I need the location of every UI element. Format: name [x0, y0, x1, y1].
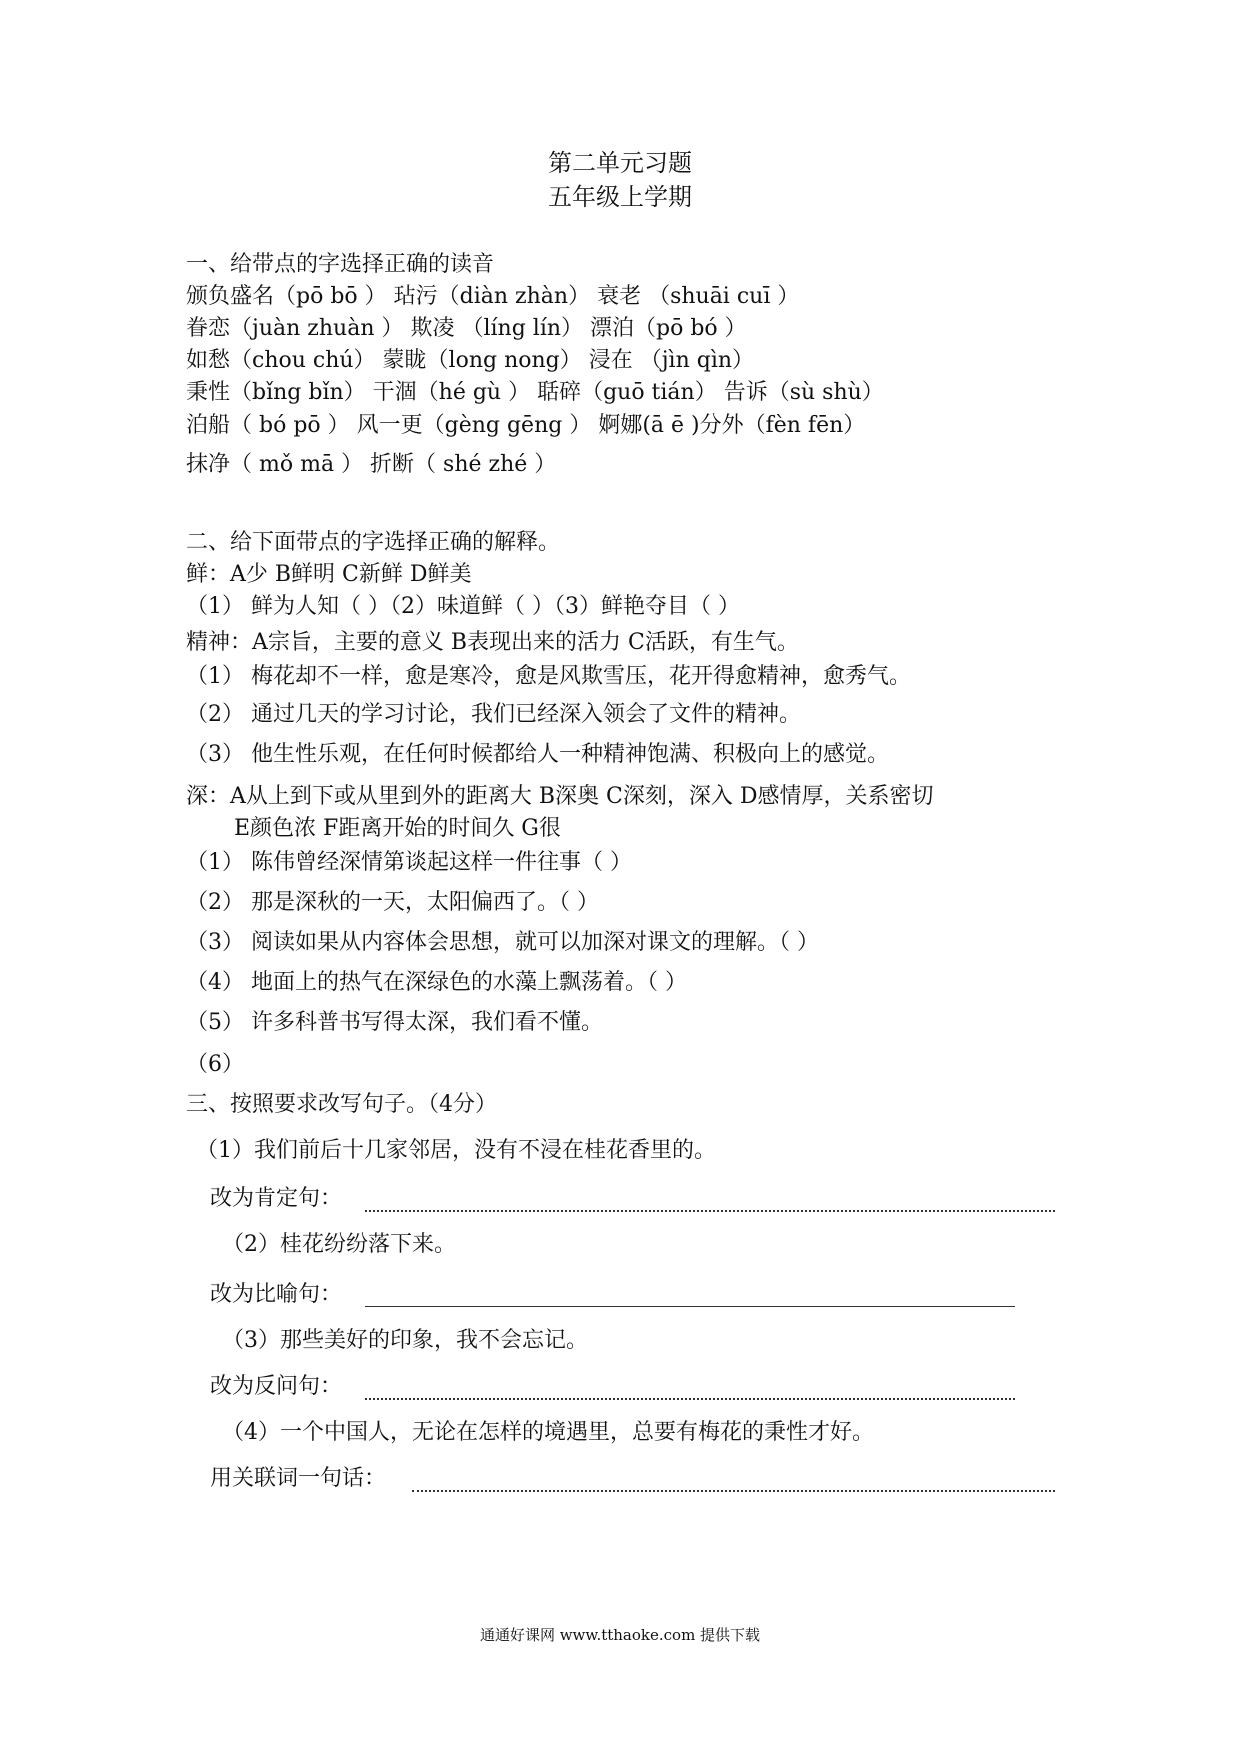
answer-blank[interactable] [365, 1210, 1055, 1212]
definition-line: 精神：A宗旨，主要的意义 B表现出来的活力 C活跃，有生气。 [186, 630, 799, 655]
rewrite-sentence: （1）我们前后十几家邻居，没有不浸在桂花香里的。 [196, 1138, 716, 1163]
definition-line: 深：A从上到下或从里到外的距离大 B深奥 C深刻，深入 D感情厚，关系密切 [186, 784, 934, 809]
definition-line: E颜色浓 F距离开始的时间久 G很 [234, 816, 561, 841]
section-2-heading: 二、给下面带点的字选择正确的解释。 [186, 530, 561, 555]
question-line: （5） 许多科普书写得太深，我们看不懂。 [186, 1010, 603, 1035]
pinyin-line: 泊船（ bó pō ） 风一更（gèng gēng ） 婀娜(ā ē )分外（fèn fēn） [186, 413, 866, 438]
section-3-heading: 三、按照要求改写句子。（4分） [186, 1092, 497, 1117]
rewrite-sentence: （4）一个中国人，无论在怎样的境遇里，总要有梅花的秉性才好。 [222, 1420, 874, 1445]
page-title: 第二单元习题 [548, 149, 692, 177]
pinyin-line: 秉性（bǐng bǐn） 干涸（hé gù ） 聒碎（guō tián） 告诉（sù shù） [186, 380, 884, 405]
rewrite-prompt: 改为反问句： [210, 1374, 343, 1399]
pinyin-line: 颁负盛名（pō bō ） 玷污（diàn zhàn） 衰老 （shuāi cuī ） [186, 284, 800, 309]
answer-blank[interactable] [412, 1490, 1055, 1492]
rewrite-sentence: （2）桂花纷纷落下来。 [222, 1232, 456, 1257]
pinyin-line: 眷恋（juàn zhuàn ） 欺凌 （líng lín） 漂泊（pō bó ） [186, 316, 747, 341]
answer-blank[interactable] [365, 1306, 1015, 1307]
question-line: （3） 阅读如果从内容体会思想，就可以加深对课文的理解。（ ） [186, 930, 819, 955]
question-line: （6） [186, 1052, 244, 1077]
definition-line: 鲜：A少 B鲜明 C新鲜 D鲜美 [186, 562, 472, 587]
answer-blank[interactable] [365, 1398, 1015, 1400]
question-line: （2） 通过几天的学习讨论，我们已经深入领会了文件的精神。 [186, 702, 801, 727]
pinyin-line: 抹净（ mǒ mā ） 折断（ shé zhé ） [186, 452, 557, 477]
rewrite-prompt: 改为肯定句： [210, 1186, 343, 1211]
question-line: （3） 他生性乐观，在任何时候都给人一种精神饱满、积极向上的感觉。 [186, 742, 889, 767]
rewrite-sentence: （3）那些美好的印象，我不会忘记。 [222, 1328, 588, 1353]
pinyin-line: 如愁（chou chú） 蒙眬（long nong） 浸在 （jìn qìn） [186, 348, 755, 373]
rewrite-prompt: 改为比喻句： [210, 1282, 343, 1307]
question-line: （1） 鲜为人知（ ）（2）味道鲜（ ）（3）鲜艳夺目（ ） [186, 594, 740, 619]
question-line: （1） 陈伟曾经深情第谈起这样一件往事（ ） [186, 850, 632, 875]
footer-text: 通通好课网 www.tthaoke.com 提供下载 [479, 1626, 761, 1644]
section-1-heading: 一、给带点的字选择正确的读音 [186, 252, 495, 277]
page-subtitle: 五年级上学期 [548, 183, 692, 211]
question-line: （2） 那是深秋的一天，太阳偏西了。（ ） [186, 890, 599, 915]
question-line: （1） 梅花却不一样，愈是寒冷，愈是风欺雪压，花开得愈精神，愈秀气。 [186, 664, 911, 689]
rewrite-prompt: 用关联词一句话： [210, 1466, 387, 1491]
question-line: （4） 地面上的热气在深绿色的水藻上飘荡着。（ ） [186, 970, 687, 995]
